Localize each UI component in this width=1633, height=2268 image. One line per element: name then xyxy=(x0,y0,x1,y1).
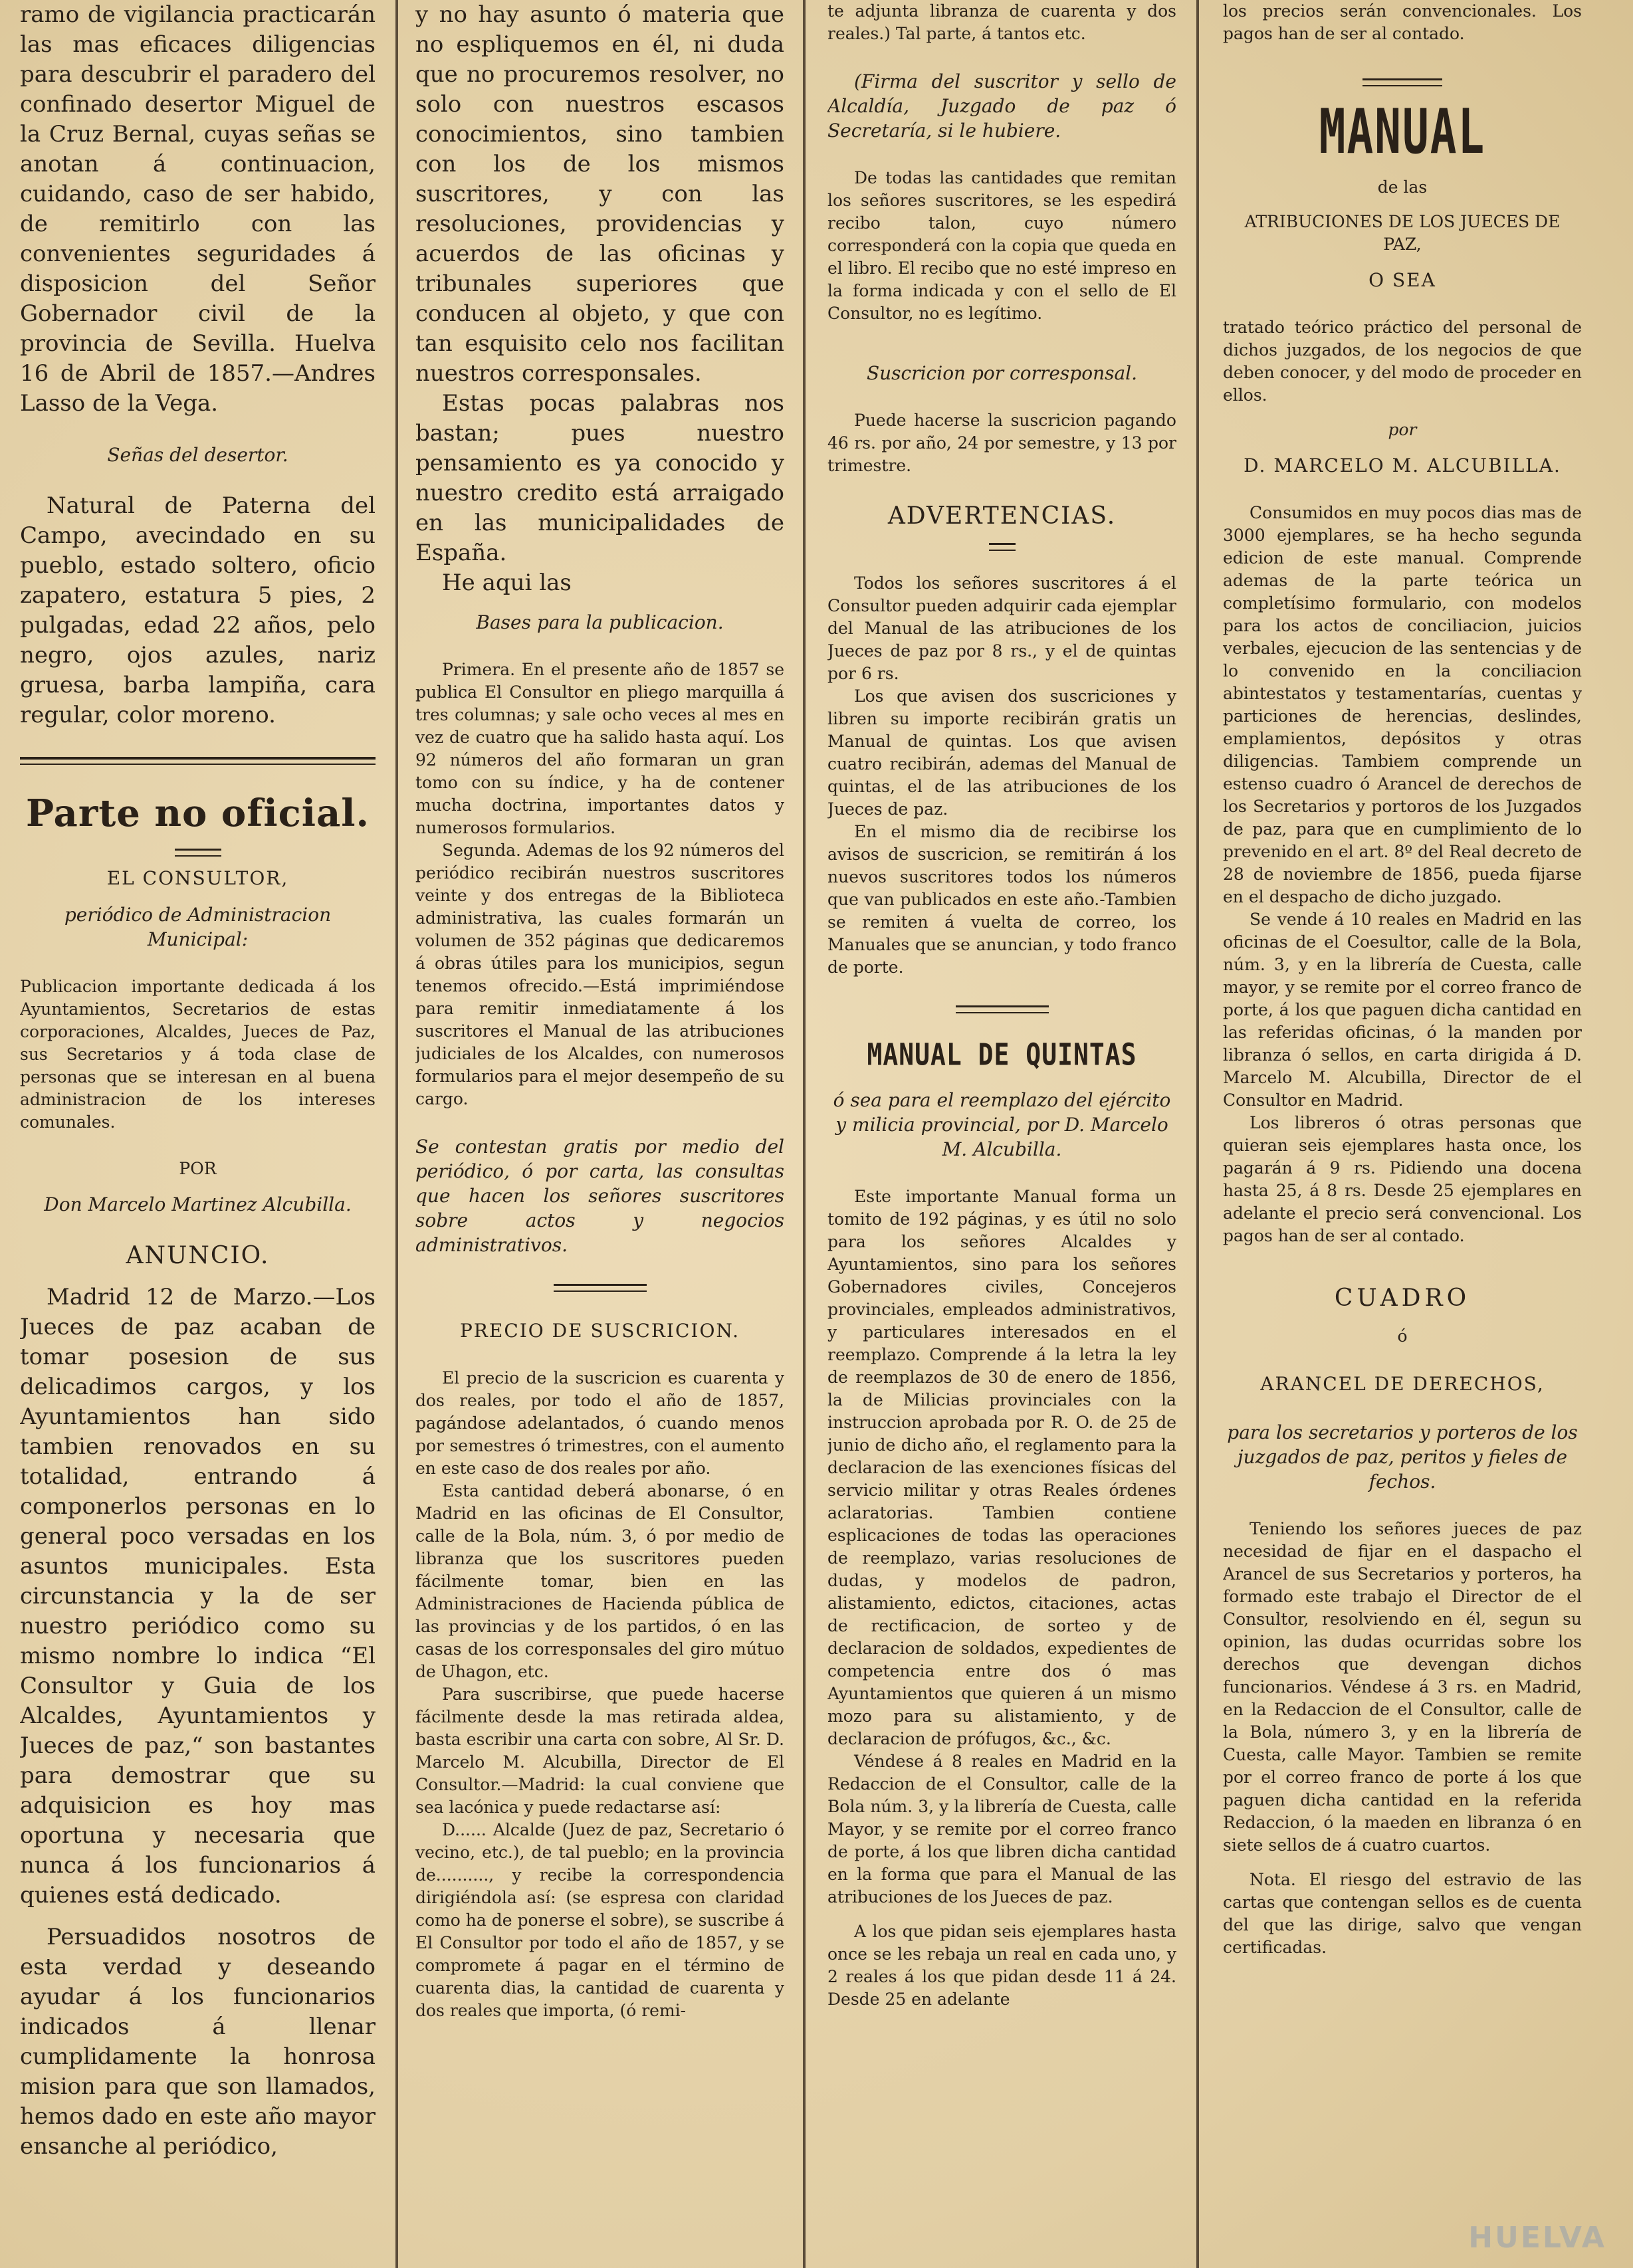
paragraph: Nota. El riesgo del estravio de las cartas que contengan sellos es de cuenta del que las dirige, salvo que vengan certificadas. xyxy=(1223,1870,1582,1957)
author: D. MARCELO M. ALCUBILLA. xyxy=(1244,455,1561,476)
heading: PRECIO DE SUSCRICION. xyxy=(459,1320,740,1342)
paragraph: te adjunta libranza de cuarenta y dos reales.) Tal parte, á tantos etc. xyxy=(827,1,1176,43)
paragraph: Puede hacerse la suscricion pagando 46 rs. por año, 24 por semestre, y 13 por trimestre. xyxy=(827,411,1176,475)
heading: EL CONSULTOR, xyxy=(106,867,289,889)
paragraph: los precios serán convencionales. Los pagos han de ser al contado. xyxy=(1223,1,1582,43)
heading: ADVERTENCIAS. xyxy=(887,502,1117,530)
paragraph: Natural de Paterna del Campo, avecindado en su pueblo, estado soltero, oficio zapatero, estatura 5 pies, 2 pulgadas, edad 22 años, pelo negro, ojos azules, nariz gruesa, barba lampiña, cara regular, color moreno. xyxy=(20,492,376,728)
paragraph: Los que avisen dos suscriciones y libren su importe recibirán gratis un Manual de quintas. Los que avisen cuatro recibirán, ademas del Manual de quintas, el de las atribuciones de los Jueces de paz. xyxy=(827,686,1176,819)
paragraph: Los libreros ó otras personas que quieran seis ejemplares hasta once, los pagarán á 9 rs. Pidiendo una docena hasta 25, á 8 rs. Desde 25 ejemplares en adelante el precio será convencional. Los pagos han de ser al contado. xyxy=(1223,1113,1582,1245)
ornament xyxy=(554,1284,647,1292)
archive-watermark xyxy=(1468,2221,1606,2255)
paragraph: Para suscribirse, que puede hacerse fácilmente desde la mas retirada aldea, basta escribir una carta con sobre, Al Sr. D. Marcelo M. Alcubilla, Director de El Consultor.—Madrid: la cual conviene que sea lacónica y puede redactarse así: xyxy=(415,1685,784,1817)
heading: ARANCEL DE DERECHOS, xyxy=(1260,1373,1545,1395)
subheading: periódico de Administracion Municipal: xyxy=(64,904,332,950)
paragraph: Consumidos en muy pocos dias mas de 3000 ejemplares, se ha hecho segunda edicion de este manual. Comprende ademas de la parte teórica un completísimo formulario, con modelos para los actos de conciliacion, juicios verbales, ejecucion de las sentencias y de lo convenido en la conciliacion abintestatos y testamentarías, cuentas y particiones de herencias, deslindes, emplamientos, depósitos y otras diligencias. Tambiem comprende un estenso cuadro ó Arancel de derechos de los Secretarios y portoros de los Juzgados de paz, para que en cumplimiento de lo prevenido en el art. 8º del Real decreto de 28 de noviembre de 1856, pueda fijarse en el despacho de dicho juzgado. xyxy=(1223,503,1582,906)
section-subtitle: Señas del desertor. xyxy=(107,444,288,466)
ornament xyxy=(989,543,1016,551)
paragraph: D...... Alcalde (Juez de paz, Secretario ó vecino, etc.), de tal pueblo; en la provincia de.........., y recibe la correspondencia dirigiéndola así: (se espresa con claridad como ha de ponerse el sobre), se suscribe á El Consultor por todo el año de 1857, y se compromete á pagar en el término de cuarenta dias, la cantidad de cuarenta y dos reales que importa, (ó remi- xyxy=(415,1820,784,2020)
paragraph: Publicacion importante dedicada á los Ayuntamientos, Secretarios de estas corporaciones, Alcaldes, Jueces de Paz, sus Secretarios y á toda clase de personas que se interesan en al buena administracion de los intereses comunales. xyxy=(20,977,376,1132)
heading: CUADRO xyxy=(1334,1285,1471,1312)
column-divider xyxy=(1196,0,1199,2268)
paragraph: ramo de vigilancia practicarán las mas eficaces diligencias para descubrir el paradero del confinado desertor Miguel de la Cruz Bernal, cuyas señas se anotan á continuacion, cuidando, caso de ser habido, de remitirlo con las convenientes seguridades á disposicion del Señor Gobernador civil de la provincia de Sevilla. Huelva 16 de Abril de 1857.—Andres Lasso de la Vega. xyxy=(20,1,376,417)
label: por xyxy=(1388,420,1417,439)
paragraph: Primera. En el presente año de 1857 se publica El Consultor en pliego marquilla á tres columnas; y sale ocho veces al mes en vez de cuatro que ha salido hasta aquí. Los 92 números del año formaran un gran tomo con su índice, y ha de contener mucha doctrina, importantes datos y numerosos formularios. xyxy=(415,660,784,837)
section-title: Parte no oficial. xyxy=(25,791,370,835)
paragraph: He aqui las xyxy=(442,569,572,596)
heading: ATRIBUCIONES DE LOS JUECES DE PAZ, xyxy=(1244,212,1561,254)
paragraph: A los que pidan seis ejemplares hasta once se les rebaja un real en cada uno, y 2 reales á los que pidan desde 11 á 24. Desde 25 en adelante xyxy=(827,1922,1176,2009)
watermark-text: HUELVA xyxy=(1468,2221,1606,2255)
paragraph: Véndese á 8 reales en Madrid en la Redaccion de el Consultor, calle de la Bola núm. 3, y la librería de Cuesta, calle Mayor, y se remite por el correo franco de porte, á los que libren dicha cantidad en la forma que para el Manual de las atribuciones de los Jueces de paz. xyxy=(827,1752,1176,1907)
paragraph: De todas las cantidades que remitan los señores suscritores, se les espedirá recibo talon, cuyo número corresponderá con la copia que queda en el libro. El recibo que no esté impreso en la forma indicada y con el sello de El Consultor, no es legítimo. xyxy=(827,168,1176,323)
subheading: ó sea para el reemplazo del ejército y milicia provincial, por D. Marcelo M. Alcubilla. xyxy=(833,1089,1171,1160)
ornament xyxy=(1362,78,1442,86)
paragraph: Se vende á 10 reales en Madrid en las oficinas de el Coesultor, calle de la Bola, núm. 3, y en la librería de Cuesta, calle mayor, y se remite por el correo franco de porte, á los que paguen dicha cantidad en las referidas oficinas, ó la manden por libranza ó sellos, en carta dirigida á D. Marcelo M. Alcubilla, Director de el Consultor en Madrid. xyxy=(1223,910,1582,1110)
signature-note: (Firma del suscritor y sello de Alcaldía, Juzgado de paz ó Secretaría, si le hubiere. xyxy=(827,70,1176,142)
label: ó xyxy=(1397,1326,1408,1346)
paragraph: y no hay asunto ó materia que no espliquemos en él, ni duda que no procuremos resolver, no solo con nuestros escasos conocimientos, sino tambien con los de los mismos suscritores, y con las resoluciones, providencias y acuerdos de las oficinas y tribunales superiores que conducen al objeto, y que con tan esquisito celo nos facilitan nuestros corresponsales. xyxy=(415,1,784,387)
heading: MANUAL DE QUINTAS xyxy=(867,1037,1137,1073)
label: de las xyxy=(1377,177,1428,197)
paragraph: El precio de la suscricion es cuarenta y dos reales, por todo el año de 1857, pagándose adelantados, ó cuando menos por semestres ó trimestres, con el aumento en este caso de dos reales por año. xyxy=(415,1368,784,1478)
paragraph: En el mismo dia de recibirse los avisos de suscricion, se remitirán á los nuevos suscritores todos los números que van publicados en este año.-Tambien se remiten á vuelta de correo, los Manuales que se anuncian, y todo franco de porte. xyxy=(827,822,1176,977)
ornament xyxy=(175,849,221,857)
column-divider xyxy=(395,0,398,2268)
paragraph: Segunda. Ademas de los 92 números del periódico recibirán nuestros suscritores veinte y dos entregas de la Biblioteca administrativa, las cuales formarán un volumen de 352 páginas que dedicaremos á obras útiles para los municipios, segun tenemos ofrecido.—Está imprimiéndose para remitir inmediatamente á los suscritores el Manual de las atribuciones judiciales de los Alcaldes, con numerosos formularios para el mejor desempeño de su cargo. xyxy=(415,841,784,1108)
paragraph: Teniendo los señores jueces de paz necesidad de fijar en el daspacho el Arancel de sus Secretarios y porteros, ha formado este trabajo el Director de el Consultor, resolviendo en él, segun su opinion, las dudas ocurridas sobre los derechos que devengan dichos funcionarios. Véndese á 3 rs. en Madrid, en la Redaccion de el Consultor, calle de la Bola, número 3, y en la librería de Cuesta, calle Mayor. Tambien se remite por el correo franco de porte á los que paguen dicha cantidad en la referida Redaccion, ó la maeden en libranza ó en siete sellos de á cuatro cuartos. xyxy=(1223,1519,1582,1855)
paragraph: Todos los señores suscritores á el Consultor pueden adquirir cada ejemplar del Manual de las atribuciones de los Jueces de paz por 8 rs., y el de quintas por 6 rs. xyxy=(827,573,1176,683)
ornament xyxy=(956,1005,1049,1013)
section-rule xyxy=(20,757,376,765)
author: Don Marcelo Martinez Alcubilla. xyxy=(44,1193,352,1215)
column-2 xyxy=(415,0,784,2268)
paragraph: tratado teórico práctico del personal de dichos juzgados, de los negocios de que deben conocer, y del modo de proceder en ellos. xyxy=(1223,318,1582,405)
subheading: para los secretarios y porteros de los juzgados de paz, peritos y fieles de fechos. xyxy=(1227,1421,1578,1493)
paragraph: Este importante Manual forma un tomito de 192 páginas, y es útil no solo para los señores Alcaldes y Ayuntamientos, sino para los señores Gobernadores civiles, Concejeros provinciales, empleados administrativos, y particulares interesados en el reemplazo. Comprende á la letra la ley de reemplazos de 30 de enero de 1856, la de Milicias provinciales con la instruccion aprobada por R. O. de 25 de junio de dicho año, el reglamento para la declaracion de las exenciones físicas del servicio militar y otras Reales órdenes aclaratorias. Tambien contiene esplicaciones de todas las operaciones de reemplazo, varias resoluciones de dudas, y modelos de padron, alistamiento, edictos, citaciones, actas de rectificacion, de sorteo y de declaracion de soldados, expedientes de competencia entre dos ó mas Ayuntamientos que quieren á un mismo mozo para su alistamiento, y de declaracion de prófugos, &c., &c. xyxy=(827,1187,1176,1748)
column-3 xyxy=(827,0,1176,2268)
column-divider xyxy=(803,0,806,2268)
paragraph: Persuadidos nosotros de esta verdad y deseando ayudar á los funcionarios indicados á llenar cumplidamente la honrosa mision para que son llamados, hemos dado en este año mayor ensanche al periódico, xyxy=(20,1924,376,2160)
column-4 xyxy=(1223,0,1582,2268)
subheading: Bases para la publicacion. xyxy=(476,611,724,633)
heading: ANUNCIO. xyxy=(126,1242,270,1269)
column-1 xyxy=(20,0,376,2268)
subheading: Suscricion por corresponsal. xyxy=(866,362,1138,384)
label: O SEA xyxy=(1368,269,1436,291)
paragraph: Esta cantidad deberá abonarse, ó en Madrid en las oficinas de El Consultor, calle de la Bola, núm. 3, ó por medio de libranza que los suscritores pueden fácilmente tomar, bien en las Administraciones de Hacienda pública de las provincias y de los partidos, ó en las casas de los corresponsales del giro mútuo de Uhagon, etc. xyxy=(415,1481,784,1681)
paragraph: Se contestan gratis por medio del periódico, ó por carta, las consultas que hacen los señores suscritores sobre actos y negocios administrativos. xyxy=(415,1136,784,1256)
heading: MANUAL xyxy=(1319,96,1486,168)
label: POR xyxy=(179,1159,217,1178)
paragraph: Estas pocas palabras nos bastan; pues nuestro pensamiento es ya conocido y nuestro credito está arraigado en las municipalidades de España. xyxy=(415,390,784,566)
paragraph: Madrid 12 de Marzo.—Los Jueces de paz acaban de tomar posesion de sus delicadimos cargos, y los Ayuntamientos han sido tambien renovados en su totalidad, entrando á componerlos personas en lo general poco versadas en los asuntos municipales. Esta circunstancia y la de ser nuestro periódico como su mismo nombre lo indica “El Consultor y Guia de los Alcaldes, Ayuntamientos y Jueces de paz,“ son bastantes para demostrar que su adquisicion es hoy mas oportuna y necesaria que nunca á los funcionarios á quienes está dedicado. xyxy=(20,1284,376,1908)
